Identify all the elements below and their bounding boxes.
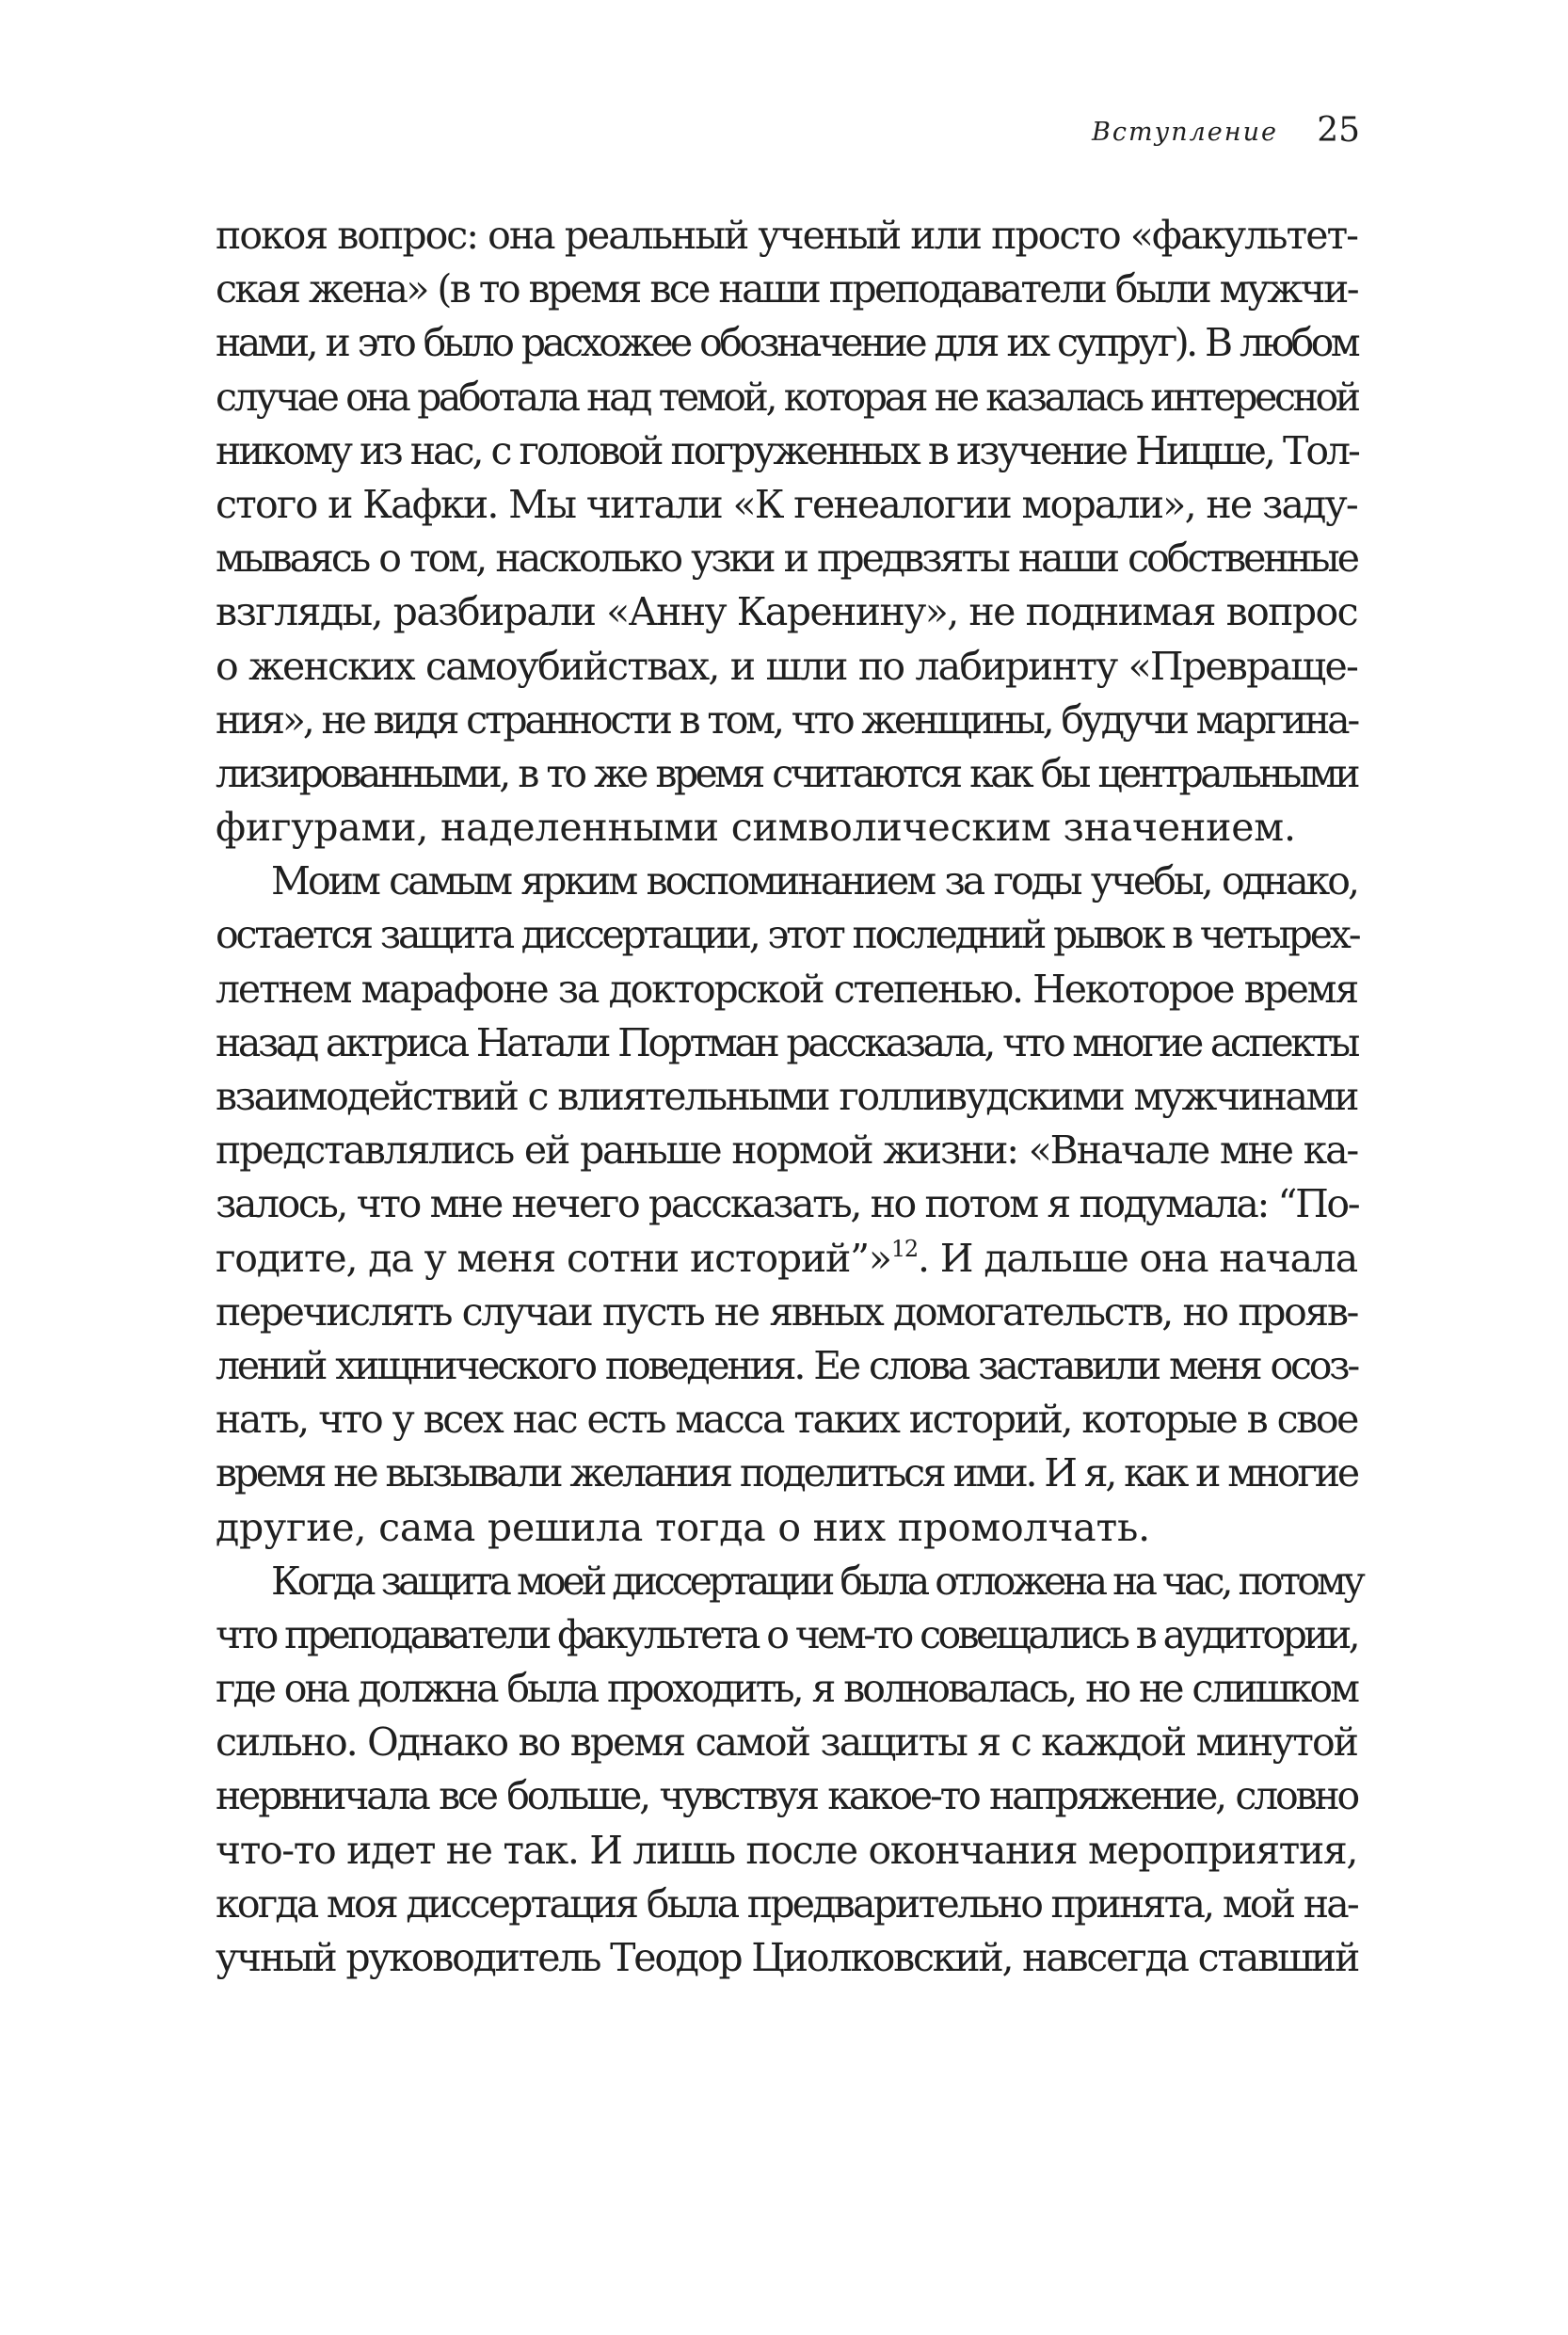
text-segment: . И дальше она начала <box>917 1235 1357 1281</box>
text-line: назад актриса Натали Портман рассказала, что многие аспекты <box>216 1019 1357 1065</box>
text-line: где она должна была проходить, я волновалась, но не слишком <box>216 1666 1357 1712</box>
text-line: остается защита диссертации, этот последний рывок в четырех- <box>216 912 1359 958</box>
footnote-ref[interactable]: 12 <box>890 1235 918 1262</box>
text-line: сильно. Однако во время самой защиты я с каждой минутой <box>216 1719 1357 1766</box>
text-line: о женских самоубийствах, и шли по лабиринту «Превраще- <box>216 643 1357 689</box>
text-line: залось, что мне нечего рассказать, но потом я подумала: “По- <box>216 1181 1359 1227</box>
text-line: нервничала все больше, чувствуя какое-то напряжение, словно <box>216 1773 1357 1819</box>
page-number: 25 <box>1317 111 1360 150</box>
text-line: случае она работала над темой, которая не казалась интересной <box>216 374 1358 420</box>
text-line: летнем марафоне за докторской степенью. Некоторое время <box>216 966 1357 1012</box>
text-line: фигурами, наделенными символическим значением. <box>216 805 1296 851</box>
text-line: ская жена» (в то время все наши преподаватели были мужчи- <box>216 266 1357 312</box>
text-line: стого и Кафки. Мы читали «К генеалогии морали», не заду- <box>216 481 1357 527</box>
paragraph-2 <box>216 855 1357 1554</box>
text-line: никому из нас, с головой погруженных в изучение Ницше, Тол- <box>216 427 1358 473</box>
text-line: перечислять случаи пусть не явных домогательств, но прояв- <box>216 1288 1357 1335</box>
text-line: время не вызывали желания поделиться ими. И я, как и многие <box>216 1450 1357 1496</box>
text-line: лений хищнического поведения. Ее слова заставили меня осоз- <box>216 1342 1357 1388</box>
text-line: учный руководитель Теодор Циолковский, навсегда ставший <box>216 1935 1359 1980</box>
text-line: взгляды, разбирали «Анну Каренину», не поднимая вопрос <box>216 589 1357 635</box>
text-line: Моим самым ярким воспоминанием за годы учебы, однако, <box>271 858 1357 904</box>
text-line-with-footnote <box>216 1232 1357 1286</box>
text-line: когда моя диссертация была предварительно принята, мой на- <box>216 1880 1357 1927</box>
text-line: покоя вопрос: она реальный ученый или просто «факультет- <box>216 213 1357 258</box>
running-title: Вступление <box>1092 118 1278 147</box>
text-line: нать, что у всех нас есть масса таких историй, которые в свое <box>216 1397 1357 1443</box>
running-head <box>1092 111 1360 156</box>
text-line: лизированными, в то же время считаются как бы центральными <box>216 750 1357 796</box>
text-line: взаимодействий с влиятельными голливудскими мужчинами <box>216 1074 1357 1119</box>
text-line: другие, сама решила тогда о них промолчать. <box>216 1504 1150 1550</box>
body-text <box>216 209 1362 1985</box>
text-line: ния», не видя странности в том, что женщины, будучи маргина- <box>216 696 1357 743</box>
paragraph-3 <box>216 1555 1362 1986</box>
text-line: Когда защита моей диссертации была отложена на час, потому <box>271 1558 1362 1604</box>
paragraph-1 <box>216 209 1357 855</box>
text-line: что преподаватели факультета о чем-то совещались в аудитории, <box>216 1611 1358 1657</box>
text-line: мываясь о том, насколько узки и предвзяты наши собственные <box>216 536 1357 582</box>
text-line: что-то идет не так. И лишь после окончания мероприятия, <box>216 1827 1357 1873</box>
text-line: нами, и это было расхожее обозначение для их супруг). В любом <box>216 320 1357 366</box>
text-line: представлялись ей раньше нормой жизни: «Вначале мне ка- <box>216 1128 1357 1174</box>
text-segment: годите, да у меня сотни историй”» <box>216 1235 891 1281</box>
